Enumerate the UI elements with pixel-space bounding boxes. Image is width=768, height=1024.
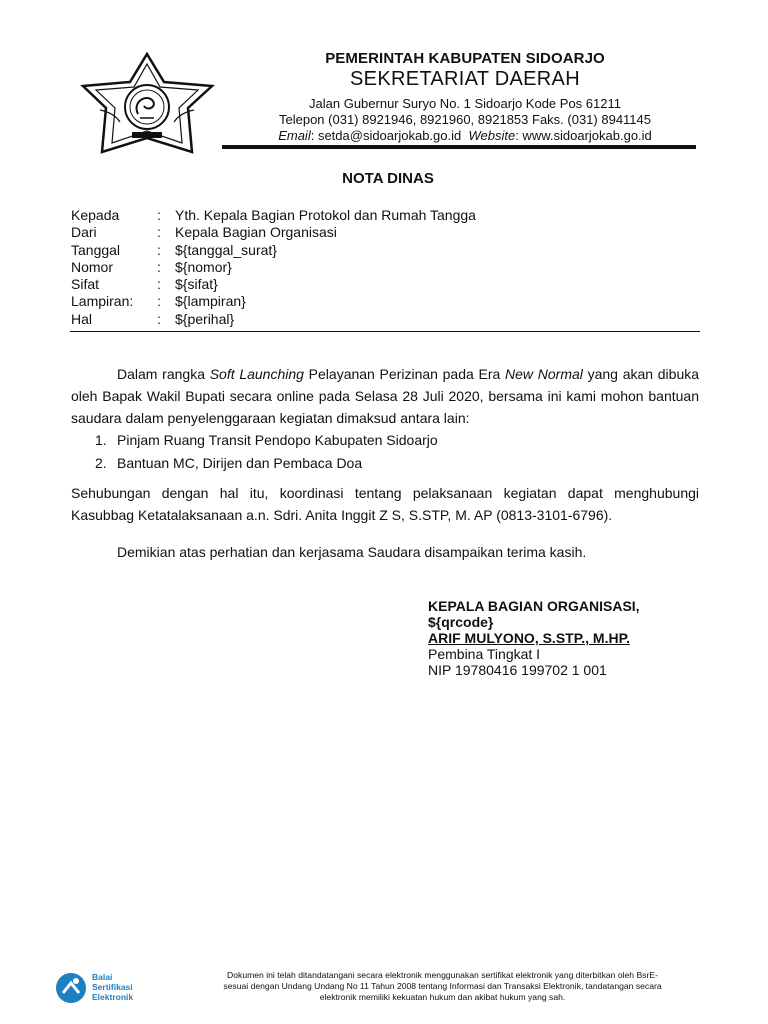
list-item bbox=[71, 429, 699, 452]
signer-position: KEPALA BAGIAN ORGANISASI, bbox=[428, 598, 640, 614]
field-label: Kepada bbox=[71, 207, 120, 223]
bsre-line: Balai bbox=[92, 972, 113, 982]
office-name: SEKRETARIAT DAERAH bbox=[350, 68, 580, 90]
memo-field-row bbox=[71, 276, 476, 293]
field-colon: : bbox=[157, 276, 161, 293]
letterhead-divider bbox=[222, 145, 696, 149]
memo-header-fields bbox=[71, 207, 476, 328]
list-item-text: Pinjam Ruang Transit Pendopo Kabupaten Sidoarjo bbox=[117, 432, 438, 448]
paragraph-closing: Demikian atas perhatian dan kerjasama Saudara disampaikan terima kasih. bbox=[117, 544, 587, 560]
email-website-line bbox=[230, 128, 700, 144]
field-colon: : bbox=[157, 293, 161, 310]
email-value: : setda@sidoarjokab.go.id bbox=[310, 128, 462, 143]
bsre-logo-icon bbox=[54, 971, 88, 1005]
disclaimer-line: Dokumen ini telah ditandatangani secara elektronik menggunakan sertifikat elektronik yang diterbitkan oleh BsrE- bbox=[227, 970, 658, 980]
field-value: ${perihal} bbox=[175, 310, 235, 327]
field-value: Kepala Bagian Organisasi bbox=[175, 224, 337, 241]
signer-rank: Pembina Tingkat I bbox=[428, 646, 541, 662]
memo-field-row bbox=[71, 224, 476, 241]
field-colon: : bbox=[157, 258, 161, 275]
header-divider bbox=[70, 331, 700, 332]
field-value: ${lampiran} bbox=[175, 293, 246, 310]
memo-field-row bbox=[71, 259, 476, 276]
field-value: ${tanggal_surat} bbox=[175, 241, 277, 258]
address-line: Jalan Gubernur Suryo No. 1 Sidoarjo Kode Pos 61211 bbox=[309, 96, 621, 111]
memo-field-row bbox=[71, 311, 476, 328]
list-item bbox=[71, 452, 699, 475]
disclaimer-line: sesuai dengan Undang Undang No 11 Tahun 2008 tentang Informasi dan Transaksi Elektronik, tandatangan secara bbox=[223, 981, 662, 991]
regency-emblem-logo bbox=[80, 52, 215, 155]
website-label: Website bbox=[468, 128, 516, 143]
field-label: Sifat bbox=[71, 276, 100, 293]
intro-text-a: Dalam rangka bbox=[117, 366, 210, 382]
disclaimer-line: elektronik memiliki kekuatan hukum dan akibat hukum yang sah. bbox=[319, 992, 566, 1002]
paragraph-coordination: Sehubungan dengan hal itu, koordinasi tentang pelaksanaan kegiatan dapat menghubungi Kasubbag Ketatalaksanaan a.n. Sdri. Anita Inggit Z S, S.STP, M. AP (0813-3101-6796). bbox=[71, 485, 699, 523]
intro-emphasis-new-normal: New Normal bbox=[505, 366, 583, 382]
field-colon: : bbox=[157, 207, 161, 223]
signer-name: ARIF MULYONO, S.STP., M.HP. bbox=[428, 630, 631, 646]
intro-text-c: yang akan dibuka oleh Bapak Wakil Bupati secara online pada Selasa 28 Juli 2020, bersama ini kami mohon bantuan saudara dalam penyelenggaraan kegiatan dimaksud antara lain: bbox=[71, 366, 700, 426]
field-colon: : bbox=[157, 310, 161, 327]
intro-text-b: Pelayanan Perizinan pada Era bbox=[303, 366, 506, 382]
field-value: Yth. Kepala Bagian Protokol dan Rumah Tangga bbox=[175, 207, 476, 223]
e-signature-disclaimer bbox=[180, 970, 705, 1003]
bsre-line: Sertifikasi bbox=[92, 982, 133, 992]
qrcode-placeholder: ${qrcode} bbox=[428, 614, 494, 630]
bsre-line: Elektronik bbox=[92, 992, 134, 1002]
government-name: PEMERINTAH KABUPATEN SIDOARJO bbox=[325, 50, 605, 67]
memo-body bbox=[71, 363, 699, 563]
field-label: Nomor bbox=[71, 258, 114, 275]
phone-line: Telepon (031) 8921946, 8921960, 8921853 Faks. (031) 8941145 bbox=[279, 112, 651, 127]
list-item-number: 2. bbox=[95, 455, 107, 471]
list-item-number: 1. bbox=[95, 432, 107, 448]
signature-block bbox=[428, 598, 640, 678]
field-label: Hal bbox=[71, 310, 93, 327]
memo-field-row bbox=[71, 242, 476, 259]
field-label: Dari bbox=[71, 224, 97, 241]
paragraph-intro bbox=[71, 363, 699, 429]
bsre-wordmark bbox=[92, 972, 133, 1002]
memo-field-row bbox=[71, 293, 476, 310]
field-colon: : bbox=[157, 224, 161, 241]
document-title: NOTA DINAS bbox=[342, 170, 434, 187]
list-item-text: Bantuan MC, Dirijen dan Pembaca Doa bbox=[117, 455, 363, 471]
memo-field-row bbox=[71, 207, 476, 224]
field-label: Lampiran: bbox=[71, 293, 134, 310]
signer-nip: NIP 19780416 199702 1 001 bbox=[428, 662, 607, 678]
website-value: : www.sidoarjokab.go.id bbox=[515, 128, 652, 143]
field-colon: : bbox=[157, 241, 161, 258]
email-label: Email bbox=[278, 128, 311, 143]
letterhead-contact bbox=[230, 96, 700, 144]
field-value: ${nomor} bbox=[175, 258, 232, 275]
field-value: ${sifat} bbox=[175, 276, 218, 293]
request-list bbox=[71, 429, 699, 475]
intro-emphasis-soft-launching: Soft Launching bbox=[209, 366, 304, 382]
field-label: Tanggal bbox=[71, 241, 121, 258]
